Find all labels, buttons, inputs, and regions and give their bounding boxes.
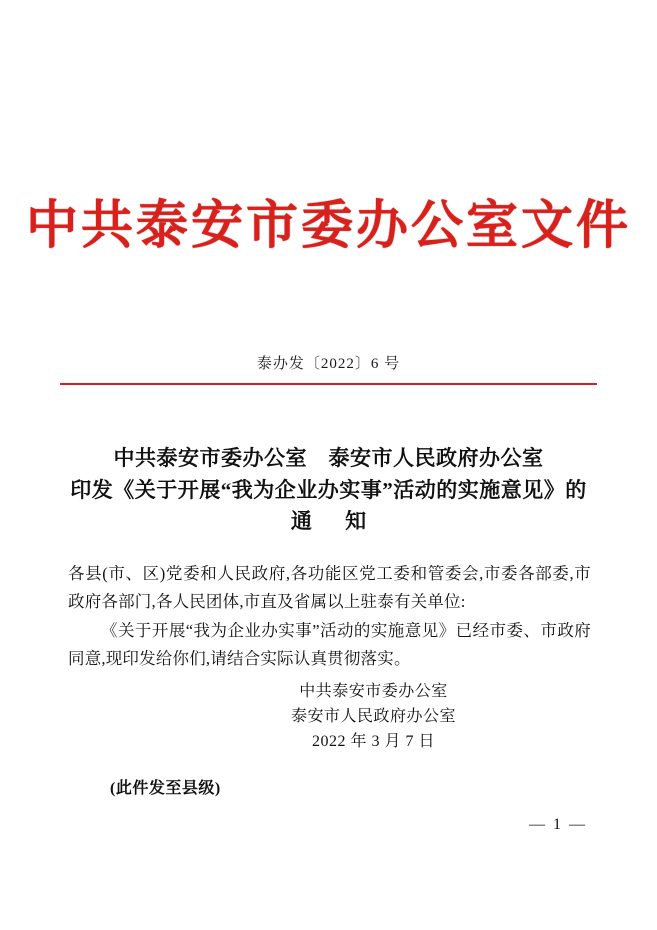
document-masthead: 中共泰安市委办公室文件 bbox=[25, 195, 631, 256]
title-line-1: 中共泰安市委办公室 泰安市人民政府办公室 bbox=[113, 446, 544, 470]
signature-issuer-1: 中共泰安市委办公室 bbox=[299, 683, 448, 700]
title-line-3: 通 知 bbox=[290, 509, 381, 533]
body-addressee: 各县(市、区)党委和人民政府,各功能区党工委和管委会,市委各部委,市政府各部门,各人民团体,市直及省属以上驻泰有关单位: bbox=[68, 564, 591, 612]
document-number: 泰办发〔2022〕6 号 bbox=[256, 356, 401, 372]
document-title bbox=[60, 443, 597, 538]
document-signature bbox=[0, 680, 657, 754]
red-divider-rule bbox=[60, 383, 597, 385]
document-body bbox=[68, 560, 591, 674]
distribution-note: (此件发至县级) bbox=[110, 780, 221, 797]
signature-date: 2022 年 3 月 7 日 bbox=[311, 732, 435, 750]
signature-issuer-2: 泰安市人民政府办公室 bbox=[290, 707, 456, 725]
body-paragraph-1: 《关于开展“我为企业办实事”活动的实施意见》已经市委、市政府同意,现印发给你们,请结合实际认真贯彻落实。 bbox=[68, 620, 591, 669]
title-line-2: 印发《关于开展“我为企业办实事”活动的实施意见》的 bbox=[70, 477, 587, 502]
page-number: — 1 — bbox=[529, 816, 587, 833]
